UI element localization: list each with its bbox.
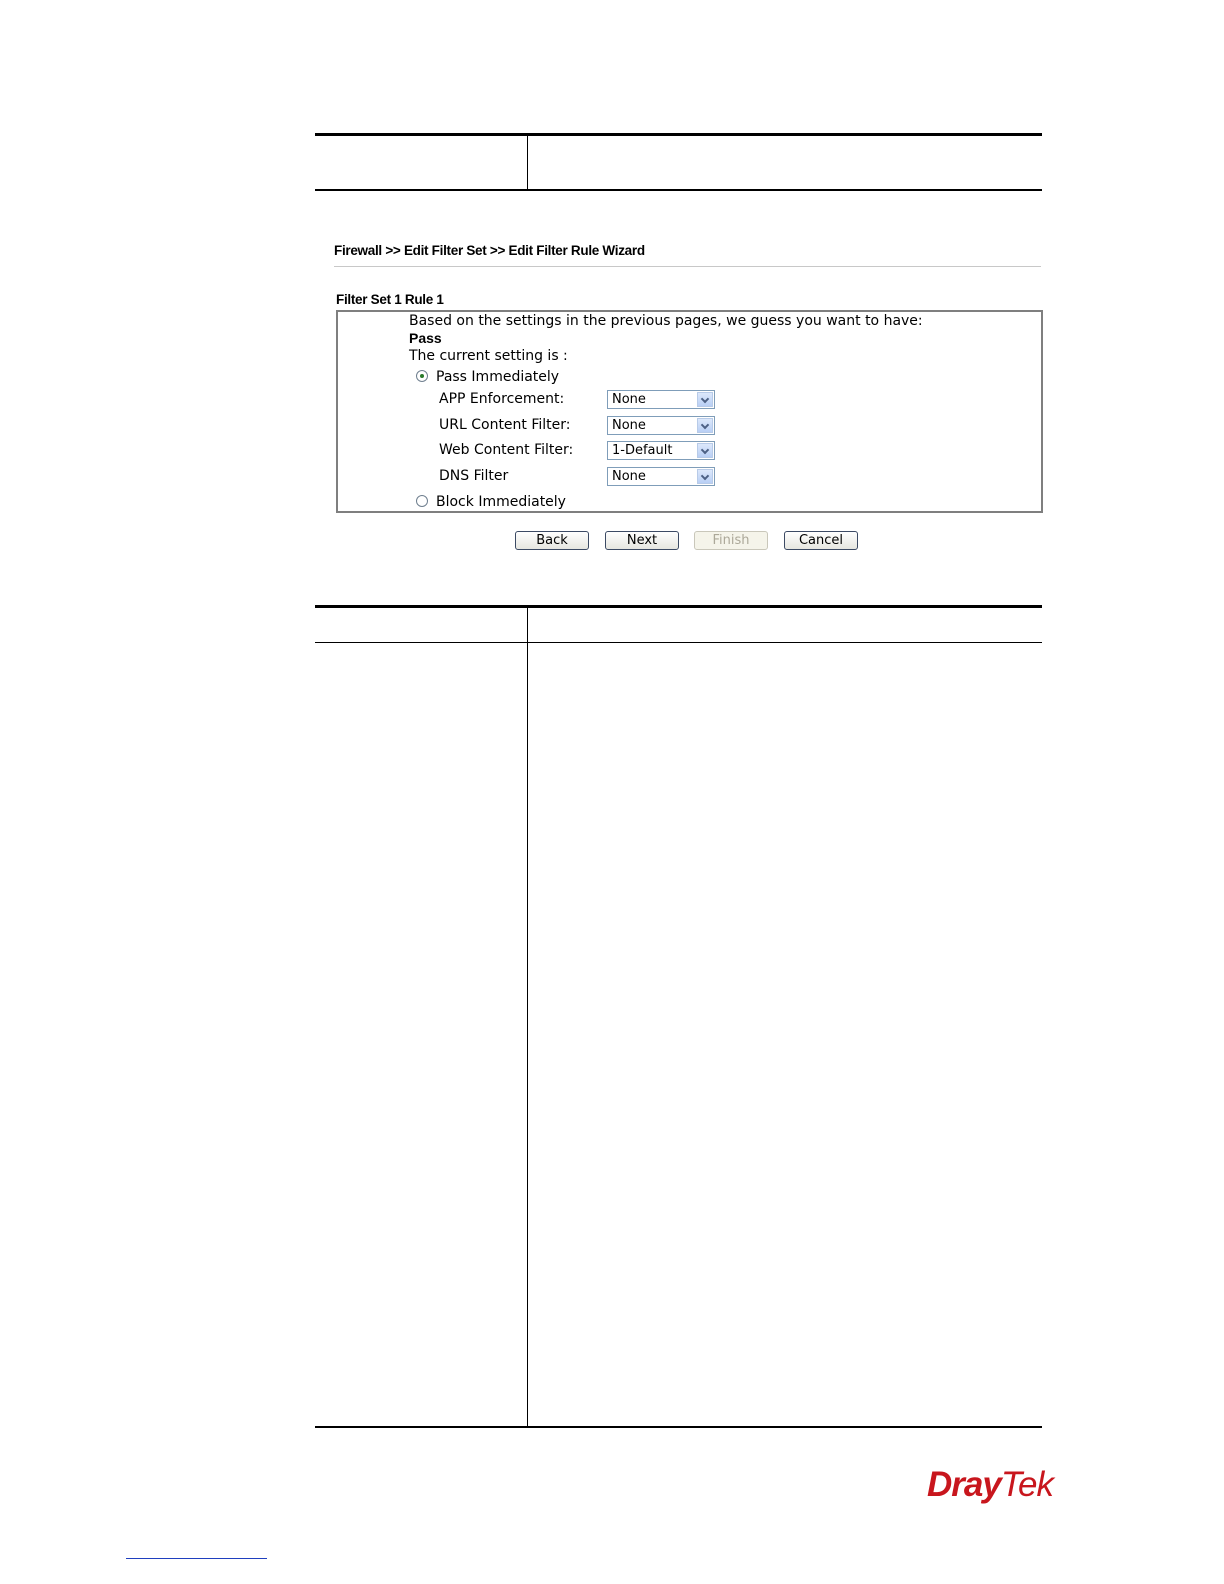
logo-part-tek: Tek	[1000, 1465, 1053, 1504]
top-table-top-rule	[315, 133, 1042, 136]
pass-radio[interactable]	[416, 370, 428, 382]
bottom-table-header-rule	[315, 642, 1042, 643]
block-label: Block Immediately	[436, 494, 566, 510]
chevron-down-icon[interactable]	[697, 443, 713, 458]
app-enforcement-label: APP Enforcement:	[439, 391, 565, 407]
chevron-down-icon[interactable]	[697, 469, 713, 484]
app-enforcement-select[interactable]	[607, 390, 715, 409]
bottom-table-top-rule	[315, 605, 1042, 608]
next-button[interactable]: Next	[605, 531, 679, 550]
logo-part-dray: Dray	[927, 1465, 1001, 1504]
url-content-filter-select[interactable]	[607, 416, 715, 435]
bottom-table-divider	[527, 608, 528, 1426]
rule-title: Filter Set 1 Rule 1	[336, 292, 444, 307]
chevron-down-icon[interactable]	[697, 418, 713, 433]
pass-label: Pass Immediately	[436, 369, 560, 385]
breadcrumb: Firewall >> Edit Filter Set >> Edit Filter Rule Wizard	[334, 243, 645, 258]
cancel-button[interactable]: Cancel	[784, 531, 858, 550]
breadcrumb-divider	[334, 266, 1041, 267]
bottom-table-bottom-rule	[315, 1426, 1042, 1428]
finish-button: Finish	[694, 531, 768, 550]
current-setting-label: The current setting is :	[409, 348, 568, 364]
draytek-logo	[927, 1465, 1053, 1505]
dns-filter-value: None	[612, 469, 646, 484]
url-content-filter-value: None	[612, 418, 646, 433]
dns-filter-label: DNS Filter	[439, 468, 509, 484]
guess-text: Based on the settings in the previous pages, we guess you want to have:	[409, 313, 923, 329]
web-content-filter-value: 1-Default	[612, 443, 673, 458]
block-radio[interactable]	[416, 495, 428, 507]
chevron-down-icon[interactable]	[697, 392, 713, 407]
dns-filter-select[interactable]	[607, 467, 715, 486]
wizard-panel	[336, 310, 1043, 513]
guess-value: Pass	[409, 330, 442, 346]
top-table-bottom-rule	[315, 189, 1042, 191]
web-content-filter-label: Web Content Filter:	[439, 442, 574, 458]
footer-link-underline	[126, 1558, 267, 1559]
top-table-divider	[527, 136, 528, 190]
app-enforcement-value: None	[612, 392, 646, 407]
url-content-filter-label: URL Content Filter:	[439, 417, 571, 433]
back-button[interactable]: Back	[515, 531, 589, 550]
web-content-filter-select[interactable]	[607, 441, 715, 460]
